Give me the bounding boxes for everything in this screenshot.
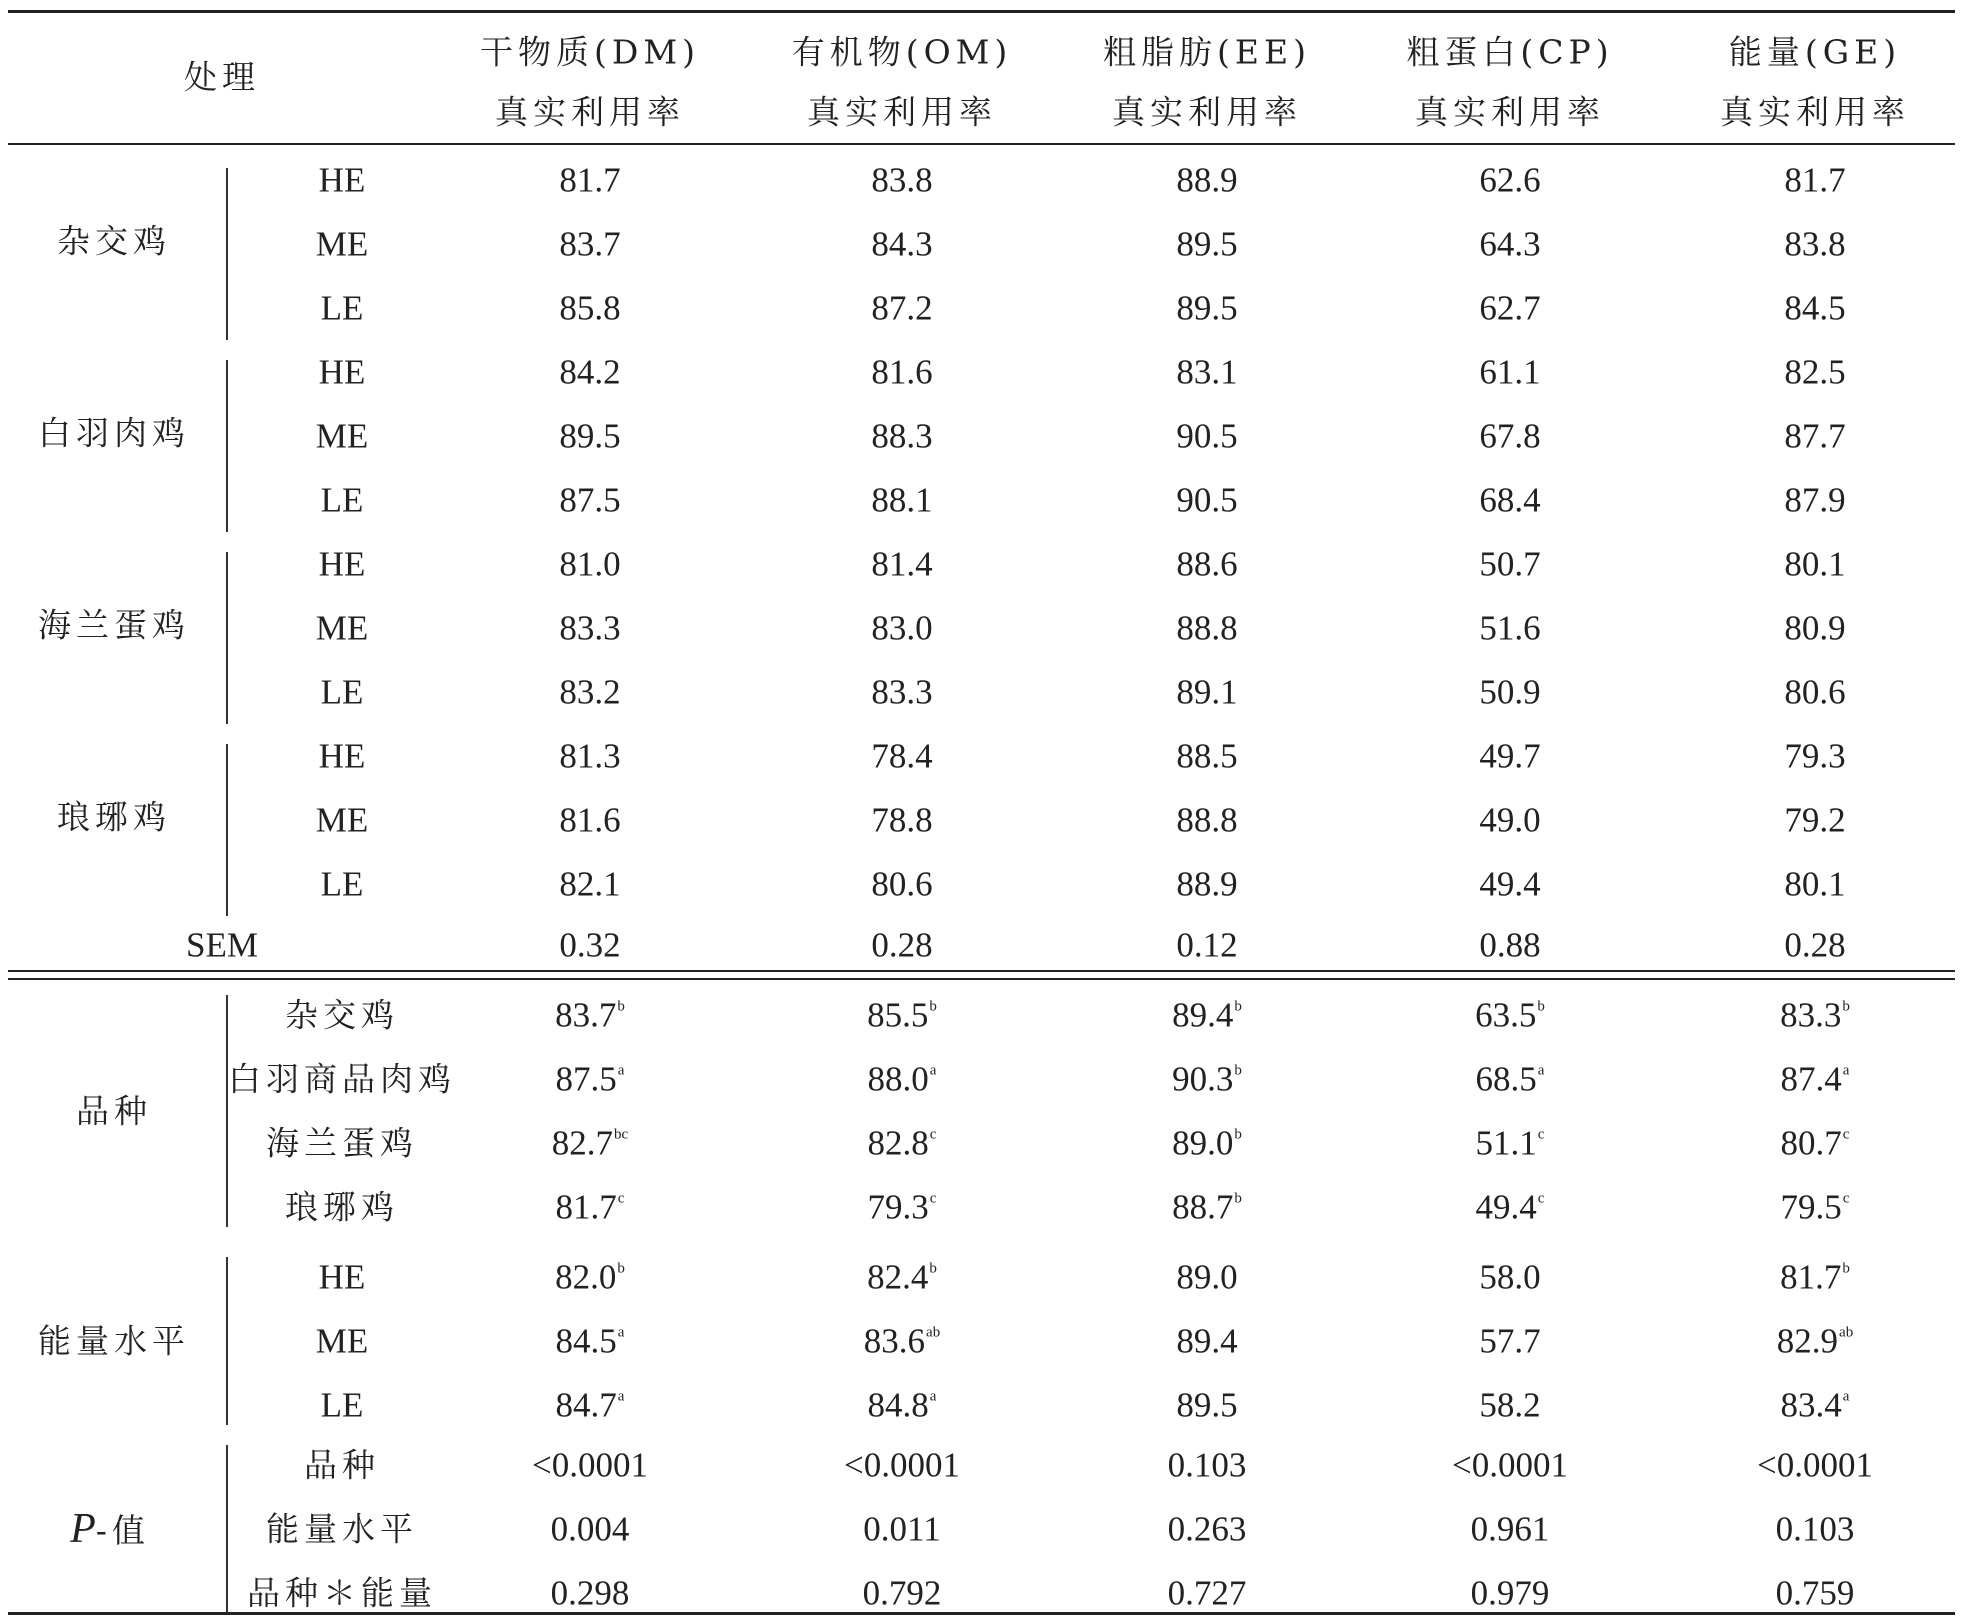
main-effect-cell (1172, 995, 1242, 1035)
sem-value: 0.28 (871, 925, 933, 965)
significance-letter: ab (1839, 1324, 1854, 1341)
cell-value: 82.0 (555, 1257, 617, 1297)
pvalue-cell: 0.792 (862, 1573, 942, 1613)
main-effect-label: 能量水平 (38, 1321, 190, 1361)
sem-value: 0.12 (1176, 925, 1238, 965)
main-effect-row-label: HE (318, 1257, 366, 1297)
cell-value: 88.7 (1172, 1187, 1234, 1227)
main-effect-cell (555, 1321, 625, 1361)
cell-value: 57.7 (1479, 1321, 1541, 1361)
cell-value: 89.4 (1176, 1321, 1238, 1361)
cell-value: 88.0 (867, 1059, 929, 1099)
cell-value: 58.0 (1479, 1257, 1541, 1297)
table-cell: 89.5 (1176, 224, 1238, 264)
cell-value: 82.8 (867, 1123, 929, 1163)
cell-value: 81.7 (1780, 1257, 1842, 1297)
main-effect-cell (555, 1059, 625, 1099)
cell-value: 84.7 (555, 1385, 617, 1425)
table-cell: 83.3 (559, 608, 621, 648)
header-rule (8, 143, 1955, 145)
table-cell: 84.5 (1784, 288, 1846, 328)
significance-letter: b (1537, 998, 1545, 1015)
main-effect-cell (1475, 1059, 1545, 1099)
cell-value: 83.3 (1780, 995, 1842, 1035)
table-cell: 51.6 (1479, 608, 1541, 648)
table-cell: 81.0 (559, 544, 621, 584)
pvalue-cell: 0.979 (1470, 1573, 1550, 1613)
sem-value: 0.32 (559, 925, 621, 965)
table-cell: 79.2 (1784, 800, 1846, 840)
column-header-line2: 真实利用率 (1720, 92, 1910, 132)
sem-value: 0.88 (1479, 925, 1541, 965)
main-effect-cell (1780, 1059, 1850, 1099)
column-header-line2: 真实利用率 (807, 92, 997, 132)
cell-value: 82.7 (551, 1123, 614, 1163)
main-effect-row-label: LE (320, 1385, 364, 1425)
significance-letter: b (1234, 1126, 1242, 1143)
main-effect-cell (555, 1385, 625, 1425)
table-cell: 81.6 (559, 800, 621, 840)
significance-letter: a (1842, 1062, 1850, 1079)
main-effect-cell (555, 1187, 625, 1227)
main-effect-cell (863, 1321, 941, 1361)
table-cell: 50.7 (1479, 544, 1541, 584)
significance-letter: b (1842, 998, 1850, 1015)
cell-value: 83.4 (1780, 1385, 1842, 1425)
significance-letter: a (929, 1388, 937, 1405)
pvalue-cell: <0.0001 (532, 1445, 648, 1485)
main-effect-row-label: 琅琊鸡 (285, 1187, 399, 1227)
main-effect-cell (1176, 1385, 1238, 1425)
table-cell: 90.5 (1176, 416, 1238, 456)
top-rule (8, 10, 1955, 13)
cell-value: 82.9 (1776, 1321, 1839, 1361)
cell-value: 89.5 (1176, 1385, 1238, 1425)
corner-header: 处理 (184, 57, 260, 97)
pvalue-cell: 0.011 (863, 1509, 941, 1549)
sem-label: SEM (186, 925, 258, 965)
table-cell: 83.0 (871, 608, 933, 648)
table-cell: 85.8 (559, 288, 621, 328)
main-effect-cell (1475, 1123, 1545, 1163)
table-cell: 78.8 (871, 800, 933, 840)
table-cell: 49.7 (1479, 736, 1541, 776)
main-effect-cell (1479, 1257, 1541, 1297)
pvalue-bracket (226, 1445, 228, 1613)
significance-letter: b (617, 998, 625, 1015)
table-cell: 80.1 (1784, 544, 1846, 584)
pvalue-cell: <0.0001 (844, 1445, 960, 1485)
pvalue-cell: 0.961 (1470, 1509, 1550, 1549)
table-cell: 87.7 (1784, 416, 1846, 456)
significance-letter: c (1537, 1190, 1545, 1207)
significance-letter: b (929, 998, 937, 1015)
cell-value: 51.1 (1475, 1123, 1537, 1163)
significance-letter: bc (614, 1126, 629, 1143)
pvalue-row-label: 品种＊能量 (247, 1573, 437, 1613)
main-effect-cell (1479, 1385, 1541, 1425)
group-label: 海兰蛋鸡 (38, 605, 190, 645)
cell-value: 68.5 (1475, 1059, 1537, 1099)
table-cell: 87.5 (559, 480, 621, 520)
table-cell: 88.3 (871, 416, 933, 456)
pvalue-cell: 0.263 (1167, 1509, 1247, 1549)
cell-value: 84.5 (555, 1321, 617, 1361)
cell-value: 84.8 (867, 1385, 929, 1425)
main-effect-cell (551, 1123, 629, 1163)
main-effect-cell (1475, 995, 1545, 1035)
cell-value: 79.5 (1780, 1187, 1842, 1227)
group-label: 杂交鸡 (57, 221, 171, 261)
table-cell: 50.9 (1479, 672, 1541, 712)
table-cell: 89.5 (559, 416, 621, 456)
main-effect-cell (555, 995, 625, 1035)
table-cell: 88.6 (1176, 544, 1238, 584)
table-cell: 79.3 (1784, 736, 1846, 776)
group-bracket (226, 360, 228, 532)
main-effect-bracket (226, 995, 228, 1227)
significance-letter: ab (926, 1324, 941, 1341)
table-cell: 67.8 (1479, 416, 1541, 456)
significance-letter: c (1842, 1190, 1850, 1207)
table-cell: 80.9 (1784, 608, 1846, 648)
cell-value: 85.5 (867, 995, 929, 1035)
column-header-line2: 真实利用率 (1415, 92, 1605, 132)
pvalue-italic: P (70, 1506, 96, 1552)
main-effect-cell (1176, 1321, 1238, 1361)
table-cell: 88.8 (1176, 608, 1238, 648)
group-label: 白羽肉鸡 (38, 413, 190, 453)
table-cell: 81.4 (871, 544, 933, 584)
double-rule-lower (8, 978, 1955, 980)
table-cell: 62.6 (1479, 160, 1541, 200)
significance-letter: b (1842, 1260, 1850, 1277)
significance-letter: c (617, 1190, 625, 1207)
energy-level-label: ME (315, 224, 369, 264)
group-bracket (226, 168, 228, 340)
energy-level-label: ME (315, 416, 369, 456)
table-cell: 78.4 (871, 736, 933, 776)
group-label: 琅琊鸡 (57, 797, 171, 837)
main-effect-cell (1172, 1059, 1242, 1099)
table-cell: 83.1 (1176, 352, 1238, 392)
main-effect-cell (867, 1385, 937, 1425)
cell-value: 87.5 (555, 1059, 617, 1099)
table-cell: 88.8 (1176, 800, 1238, 840)
table-cell: 80.1 (1784, 864, 1846, 904)
significance-letter: a (617, 1388, 625, 1405)
group-bracket (226, 552, 228, 724)
main-effect-cell (1780, 1385, 1850, 1425)
table-cell: 82.5 (1784, 352, 1846, 392)
energy-level-label: LE (320, 480, 364, 520)
pvalue-suffix: -值 (95, 1511, 150, 1550)
main-effect-cell (1780, 995, 1850, 1035)
cell-value: 83.7 (555, 995, 617, 1035)
table-cell: 90.5 (1176, 480, 1238, 520)
table-cell: 49.4 (1479, 864, 1541, 904)
main-effect-row-label: 杂交鸡 (285, 995, 399, 1035)
table-cell: 82.1 (559, 864, 621, 904)
pvalue-cell: 0.103 (1167, 1445, 1247, 1485)
main-effect-cell (1780, 1257, 1850, 1297)
table-cell: 88.9 (1176, 160, 1238, 200)
main-effect-cell (1780, 1123, 1850, 1163)
cell-value: 82.4 (867, 1257, 929, 1297)
cell-value: 89.0 (1172, 1123, 1234, 1163)
column-header-line2: 真实利用率 (1112, 92, 1302, 132)
significance-letter: c (929, 1190, 937, 1207)
main-effect-row-label: 白羽商品肉鸡 (228, 1059, 456, 1099)
column-header-line2: 真实利用率 (495, 92, 685, 132)
table-cell: 83.8 (871, 160, 933, 200)
significance-letter: b (617, 1260, 625, 1277)
table-cell: 84.2 (559, 352, 621, 392)
energy-level-label: LE (320, 672, 364, 712)
pvalue-cell: 0.727 (1167, 1573, 1247, 1613)
table-cell: 62.7 (1479, 288, 1541, 328)
table-cell: 81.7 (1784, 160, 1846, 200)
table-cell: 88.1 (871, 480, 933, 520)
group-bracket (226, 744, 228, 916)
main-effect-cell (867, 1123, 937, 1163)
significance-letter: a (1842, 1388, 1850, 1405)
table-cell: 61.1 (1479, 352, 1541, 392)
column-header-line1: 粗蛋白(CP) (1406, 32, 1614, 72)
column-header-line1: 能量(GE) (1728, 32, 1902, 72)
main-effect-label: 品种 (76, 1091, 152, 1131)
significance-letter: a (617, 1324, 625, 1341)
table-cell: 89.1 (1176, 672, 1238, 712)
table-cell: 83.7 (559, 224, 621, 264)
pvalue-cell: 0.004 (550, 1509, 630, 1549)
table-cell: 81.7 (559, 160, 621, 200)
energy-level-label: LE (320, 288, 364, 328)
main-effect-cell (1172, 1123, 1242, 1163)
significance-letter: a (1537, 1062, 1545, 1079)
table-cell: 84.3 (871, 224, 933, 264)
significance-letter: a (929, 1062, 937, 1079)
table-cell: 87.2 (871, 288, 933, 328)
significance-letter: c (929, 1126, 937, 1143)
main-effect-cell (1776, 1321, 1854, 1361)
main-effect-cell (1176, 1257, 1238, 1297)
cell-value: 83.6 (863, 1321, 926, 1361)
energy-level-label: ME (315, 608, 369, 648)
main-effect-cell (555, 1257, 625, 1297)
table-cell: 83.3 (871, 672, 933, 712)
energy-level-label: HE (318, 736, 366, 776)
cell-value: 87.4 (1780, 1059, 1842, 1099)
table-cell: 80.6 (1784, 672, 1846, 712)
significance-letter: b (1234, 1190, 1242, 1207)
sem-value: 0.28 (1784, 925, 1846, 965)
table-cell: 81.3 (559, 736, 621, 776)
cell-value: 80.7 (1780, 1123, 1842, 1163)
main-effect-cell (1475, 1187, 1545, 1227)
double-rule-upper (8, 970, 1955, 972)
pvalue-label (70, 1508, 150, 1550)
main-effect-cell (867, 1187, 937, 1227)
cell-value: 89.0 (1176, 1257, 1238, 1297)
column-header-line1: 粗脂肪(EE) (1103, 32, 1311, 72)
pvalue-cell: 0.103 (1775, 1509, 1855, 1549)
cell-value: 81.7 (555, 1187, 617, 1227)
cell-value: 79.3 (867, 1187, 929, 1227)
cell-value: 63.5 (1475, 995, 1537, 1035)
energy-level-label: ME (315, 800, 369, 840)
significance-letter: c (1842, 1126, 1850, 1143)
table-cell: 89.5 (1176, 288, 1238, 328)
table-cell: 80.6 (871, 864, 933, 904)
energy-level-label: HE (318, 544, 366, 584)
main-effect-bracket (226, 1257, 228, 1425)
main-effect-row-label: ME (315, 1321, 369, 1361)
main-effect-cell (1479, 1321, 1541, 1361)
pvalue-cell: 0.298 (550, 1573, 630, 1613)
main-effect-cell (867, 995, 937, 1035)
table-cell: 81.6 (871, 352, 933, 392)
main-effect-cell (1780, 1187, 1850, 1227)
pvalue-cell: <0.0001 (1757, 1445, 1873, 1485)
main-effect-cell (1172, 1187, 1242, 1227)
column-header-line1: 有机物(OM) (791, 32, 1013, 72)
pvalue-cell: 0.759 (1775, 1573, 1855, 1613)
significance-letter: b (929, 1260, 937, 1277)
table-cell: 87.9 (1784, 480, 1846, 520)
table-cell: 83.8 (1784, 224, 1846, 264)
table-cell: 49.0 (1479, 800, 1541, 840)
table-cell: 83.2 (559, 672, 621, 712)
pvalue-cell: <0.0001 (1452, 1445, 1568, 1485)
table-cell: 68.4 (1479, 480, 1541, 520)
cell-value: 58.2 (1479, 1385, 1541, 1425)
pvalue-row-label: 能量水平 (266, 1509, 418, 1549)
main-effect-row-label: 海兰蛋鸡 (266, 1123, 418, 1163)
energy-level-label: HE (318, 160, 366, 200)
significance-letter: b (1234, 1062, 1242, 1079)
significance-letter: b (1234, 998, 1242, 1015)
cell-value: 89.4 (1172, 995, 1234, 1035)
table-cell: 88.5 (1176, 736, 1238, 776)
significance-letter: c (1537, 1126, 1545, 1143)
main-effect-cell (867, 1059, 937, 1099)
pvalue-row-label: 品种 (304, 1445, 380, 1485)
energy-level-label: LE (320, 864, 364, 904)
column-header-line1: 干物质(DM) (480, 32, 700, 72)
table-cell: 88.9 (1176, 864, 1238, 904)
cell-value: 90.3 (1172, 1059, 1234, 1099)
cell-value: 49.4 (1475, 1187, 1537, 1227)
main-effect-cell (867, 1257, 937, 1297)
significance-letter: a (617, 1062, 625, 1079)
energy-level-label: HE (318, 352, 366, 392)
table-cell: 64.3 (1479, 224, 1541, 264)
